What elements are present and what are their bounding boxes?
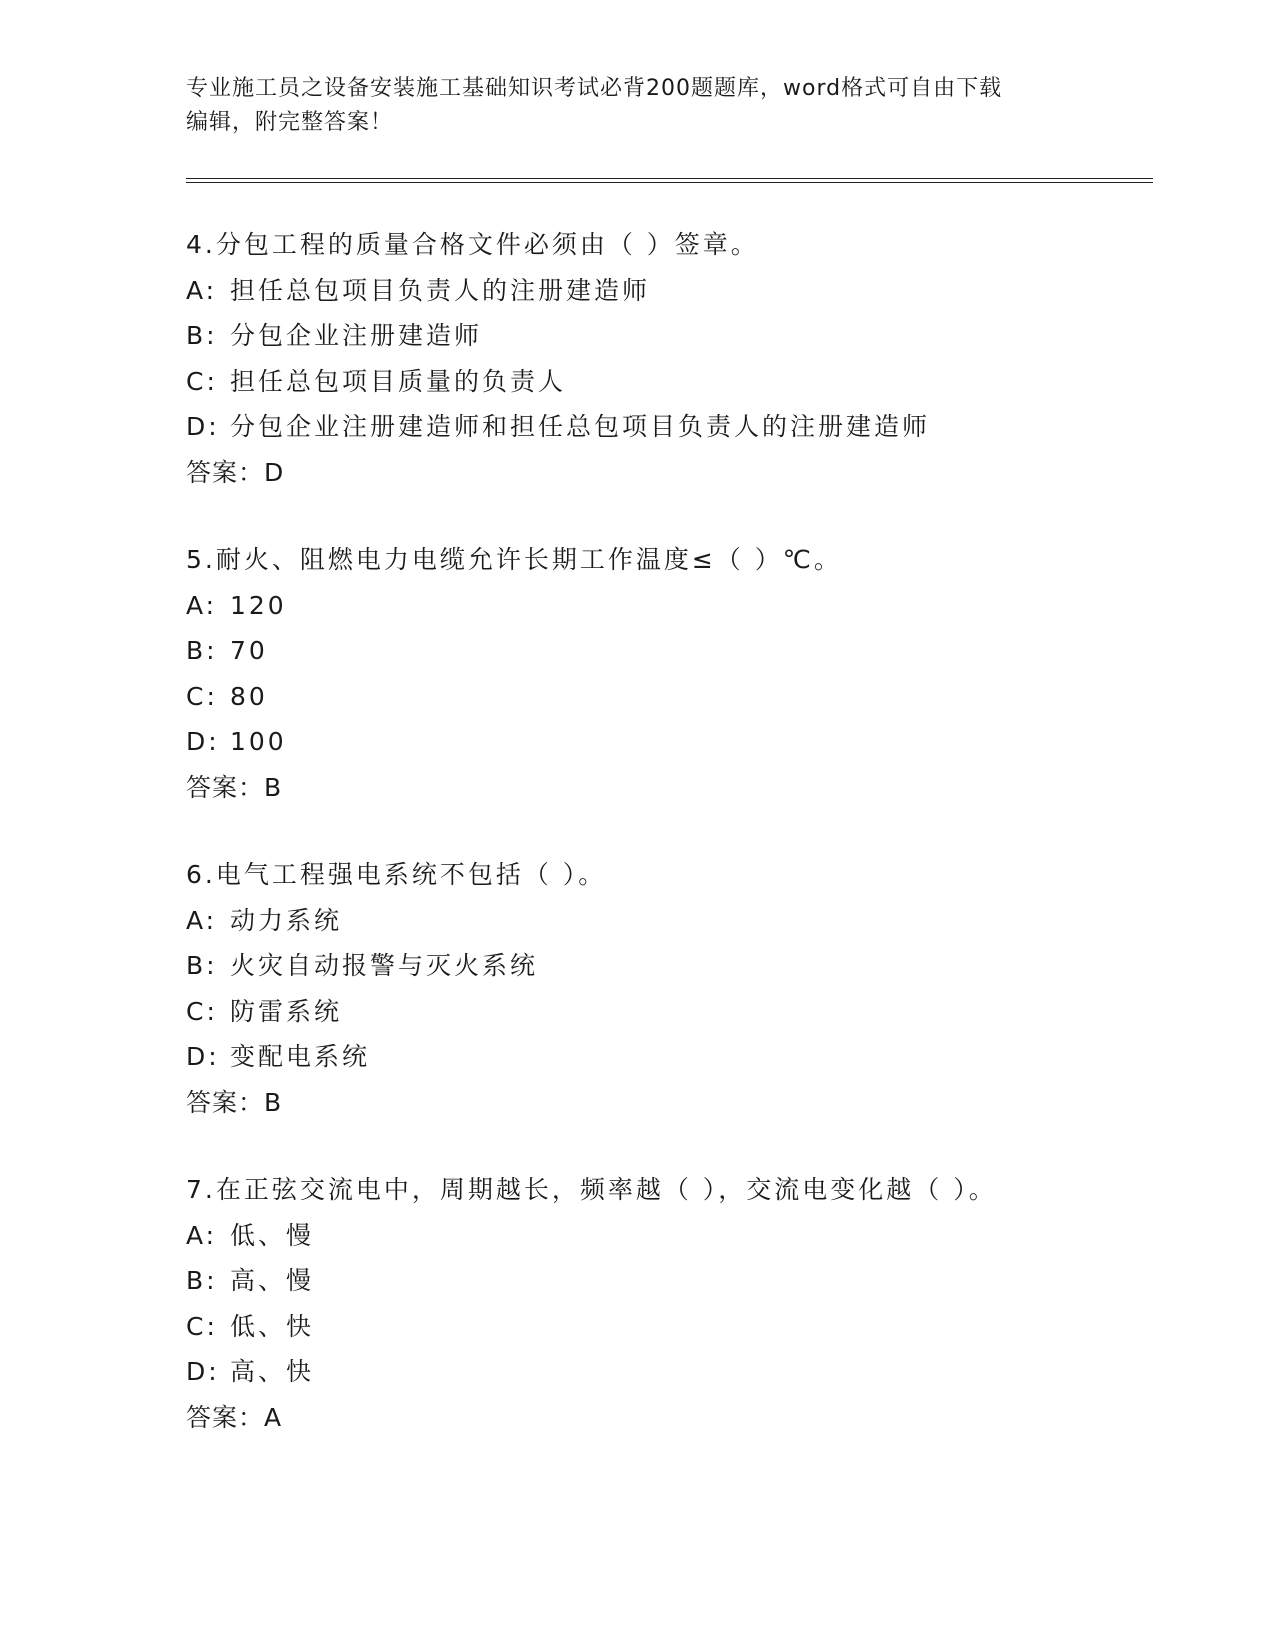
option-letter: D: [186,412,220,441]
question-6 [186,852,1186,1125]
option-text: 担任总包项目质量的负责人 [230,366,567,396]
option-letter: D: [186,727,220,756]
option-letter: C: [186,366,218,396]
question-stem: 7.在正弦交流电中，周期越长，频率越（ ），交流电变化越（ ）。 [186,1175,997,1204]
option-c [186,1304,1186,1350]
option-a [186,583,1186,629]
question-stem: 4.分包工程的质量合格文件必须由（ ）签章。 [186,230,759,259]
option-a [186,898,1186,944]
question-5 [186,537,1186,810]
option-letter: D: [186,1357,220,1386]
question-7 [186,1167,1186,1440]
document-header [186,72,1086,140]
option-letter: A: [186,590,218,620]
option-b [186,1258,1186,1304]
option-text: 80 [230,681,268,711]
option-text: 100 [230,727,287,756]
option-d [186,719,1186,765]
question-stem: 6.电气工程强电系统不包括（ ）。 [186,860,607,889]
option-text: 变配电系统 [230,1042,371,1071]
option-letter: B: [186,951,218,980]
header-line-1: 专业施工员之设备安装施工基础知识考试必背200题题库，word格式可自由下载 [186,76,1003,101]
option-letter: B: [186,1266,218,1295]
option-b [186,943,1186,989]
question-4 [186,222,1186,495]
option-text: 动力系统 [230,905,343,935]
option-text: 高、慢 [230,1266,315,1295]
option-letter: C: [186,681,218,711]
answer-line: 答案：D [186,457,285,487]
option-letter: B: [186,321,218,350]
option-a [186,268,1186,314]
option-text: 高、快 [230,1357,315,1386]
option-b [186,628,1186,674]
option-a [186,1213,1186,1259]
option-c [186,674,1186,720]
option-text: 低、快 [230,1311,315,1341]
header-divider [186,178,1153,183]
option-letter: A: [186,275,218,305]
option-c [186,989,1186,1035]
option-letter: A: [186,1220,218,1250]
option-text: 70 [230,636,268,665]
question-stem: 5.耐火、阻燃电力电缆允许长期工作温度≤（ ）℃。 [186,545,842,574]
option-text: 担任总包项目负责人的注册建造师 [230,275,651,305]
option-letter: B: [186,636,218,665]
option-letter: A: [186,905,218,935]
option-text: 低、慢 [230,1220,315,1250]
option-text: 防雷系统 [230,996,343,1026]
option-text: 火灾自动报警与灭火系统 [230,951,539,980]
option-d [186,1034,1186,1080]
answer-line: 答案：B [186,1087,283,1117]
option-text: 分包企业注册建造师 [230,321,483,350]
option-letter: D: [186,1042,220,1071]
option-letter: C: [186,1311,218,1341]
option-d [186,1349,1186,1395]
header-line-2: 编辑，附完整答案！ [186,110,394,135]
option-b [186,313,1186,359]
option-letter: C: [186,996,218,1026]
option-text: 分包企业注册建造师和担任总包项目负责人的注册建造师 [230,412,931,441]
option-c [186,359,1186,405]
option-d [186,404,1186,450]
answer-line: 答案：B [186,772,283,802]
answer-line: 答案：A [186,1402,283,1432]
option-text: 120 [230,590,287,620]
